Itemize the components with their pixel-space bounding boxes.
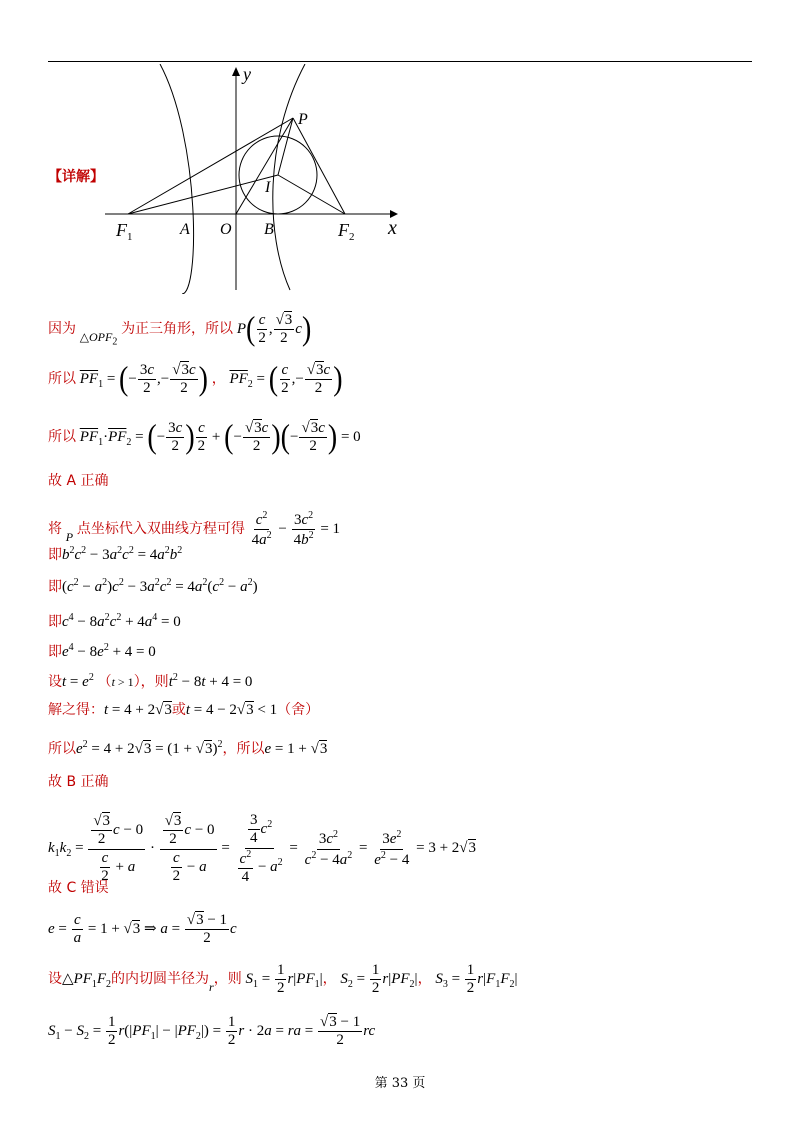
right-branch <box>273 64 305 290</box>
segment-O-P <box>236 118 293 214</box>
label-x: x <box>388 217 397 239</box>
page-number: 第 33 页 <box>374 1076 426 1091</box>
line-9: 即$e^4 - 8e^2 + 4 = 0$ <box>48 642 156 660</box>
segment-P-F2 <box>293 118 345 214</box>
label-P: P <box>298 111 308 128</box>
line-6: 即$b^2c^2 - 3a^2c^2 = 4a^2b^2$ <box>48 545 183 563</box>
line-12: 所以$e^2 = 4 + 2√3 = (1 + √3)^2$，所以e = 1 + √3 <box>48 739 328 757</box>
line-7: 即$(c^2 - a^2)c^2 - 3a^2c^2 = 4a^2(c^2 - a^2)$ <box>48 577 258 595</box>
line-1: 因为 $_{\triangle OPF_2}$ 为正三角形，所以 P( $\frac{c}{2}$ , $\frac{√3}{2}$ c) <box>48 310 312 348</box>
label-y: y <box>243 64 251 84</box>
label-O: O <box>220 221 232 238</box>
line-13: 故 B 正确 <box>48 774 109 790</box>
line-2: 所以 $\overline{PF}_1$ = (− $\frac{3c}{2}$ ,− $\frac{√3c}{2}$ ) ， $\overline{PF}_2$ = ( $\frac{c}{2}$ ,− $\frac{√3c}{2}$ ) <box>48 360 343 398</box>
label-I: I <box>265 179 271 196</box>
label-F2: $F_2$ <box>338 220 355 243</box>
line-10: 设$t = e^2$ （t > 1），则$t^2 - 8t + 4 = 0$ <box>48 672 253 690</box>
line-17: 设$\triangle PF_1F_2$的内切圆半径为$_r$，则 $S_1$ = $\frac{1}{2}$ $r|PF_1|$， $S_2$ = $\frac{1}{2}$ $r|PF_2|$， $S_3$ = $\frac{1}{2}$ $r|F_1F_2|$ <box>48 962 518 997</box>
line-8: 即$c^4 - 8a^2c^2 + 4a^4 = 0$ <box>48 612 181 630</box>
segment-P-I <box>278 118 293 175</box>
left-branch-lower <box>178 205 194 292</box>
line-4: 故 A 正确 <box>48 473 109 489</box>
line-18: $S_1 - S_2$ = $\frac{1}{2}$ $r(|PF_1| - |PF_2|)$ = $\frac{1}{2}$ r · 2a = ra = $\frac{√3 - 1}{2}$ rc <box>48 1014 376 1049</box>
label-F1: $F_1$ <box>116 220 133 243</box>
line-16: e = $\frac{c}{a}$ = 1 + √3 ⇒ a = $\frac{√3 - 1}{2}$ c <box>48 912 237 947</box>
segment-F1-P <box>128 118 293 214</box>
label-B: B <box>264 221 274 238</box>
line-3: 所以 $\overline{PF}_1\cdot\overline{PF}_2$ = (− $\frac{3c}{2}$ ) $\frac{c}{2}$ + (− $\frac{√3c}{2}$ )(− $\frac{√3c}{2}$ ) = 0 <box>48 418 361 456</box>
header-rule <box>48 61 752 62</box>
label-A: A <box>180 221 190 238</box>
section-tag: 【详解】 <box>48 169 104 185</box>
line-15: 故 C 错误 <box>48 880 109 896</box>
line-14: $k_1k_2$ = $\frac{√3}{2}$ c − 0 $\frac{c}{2}$ + a · $\frac{√3}{2}$ c − 0 $\frac{c}{2}$ − a = $\frac{3}{4}$ $c^2$ $\frac{c^2}{4}$ − $a^2$ = $\frac{3c^2}{c^2 - 4a^2}$ = $\frac{3e^2}{e^2 - 4}$ = 3 + 2√3 <box>48 812 477 885</box>
line-5: 将 $_P$ 点坐标代入双曲线方程可得 $\frac{c^2}{4a^2}$ − $\frac{3c^2}{4b^2}$ = 1 <box>48 510 341 549</box>
hyperbola-figure <box>100 64 410 294</box>
line-11: 解之得：t = 4 + 2√3或t = 4 − 2√3 < 1（舍） <box>48 702 320 718</box>
y-arrow <box>232 67 240 76</box>
